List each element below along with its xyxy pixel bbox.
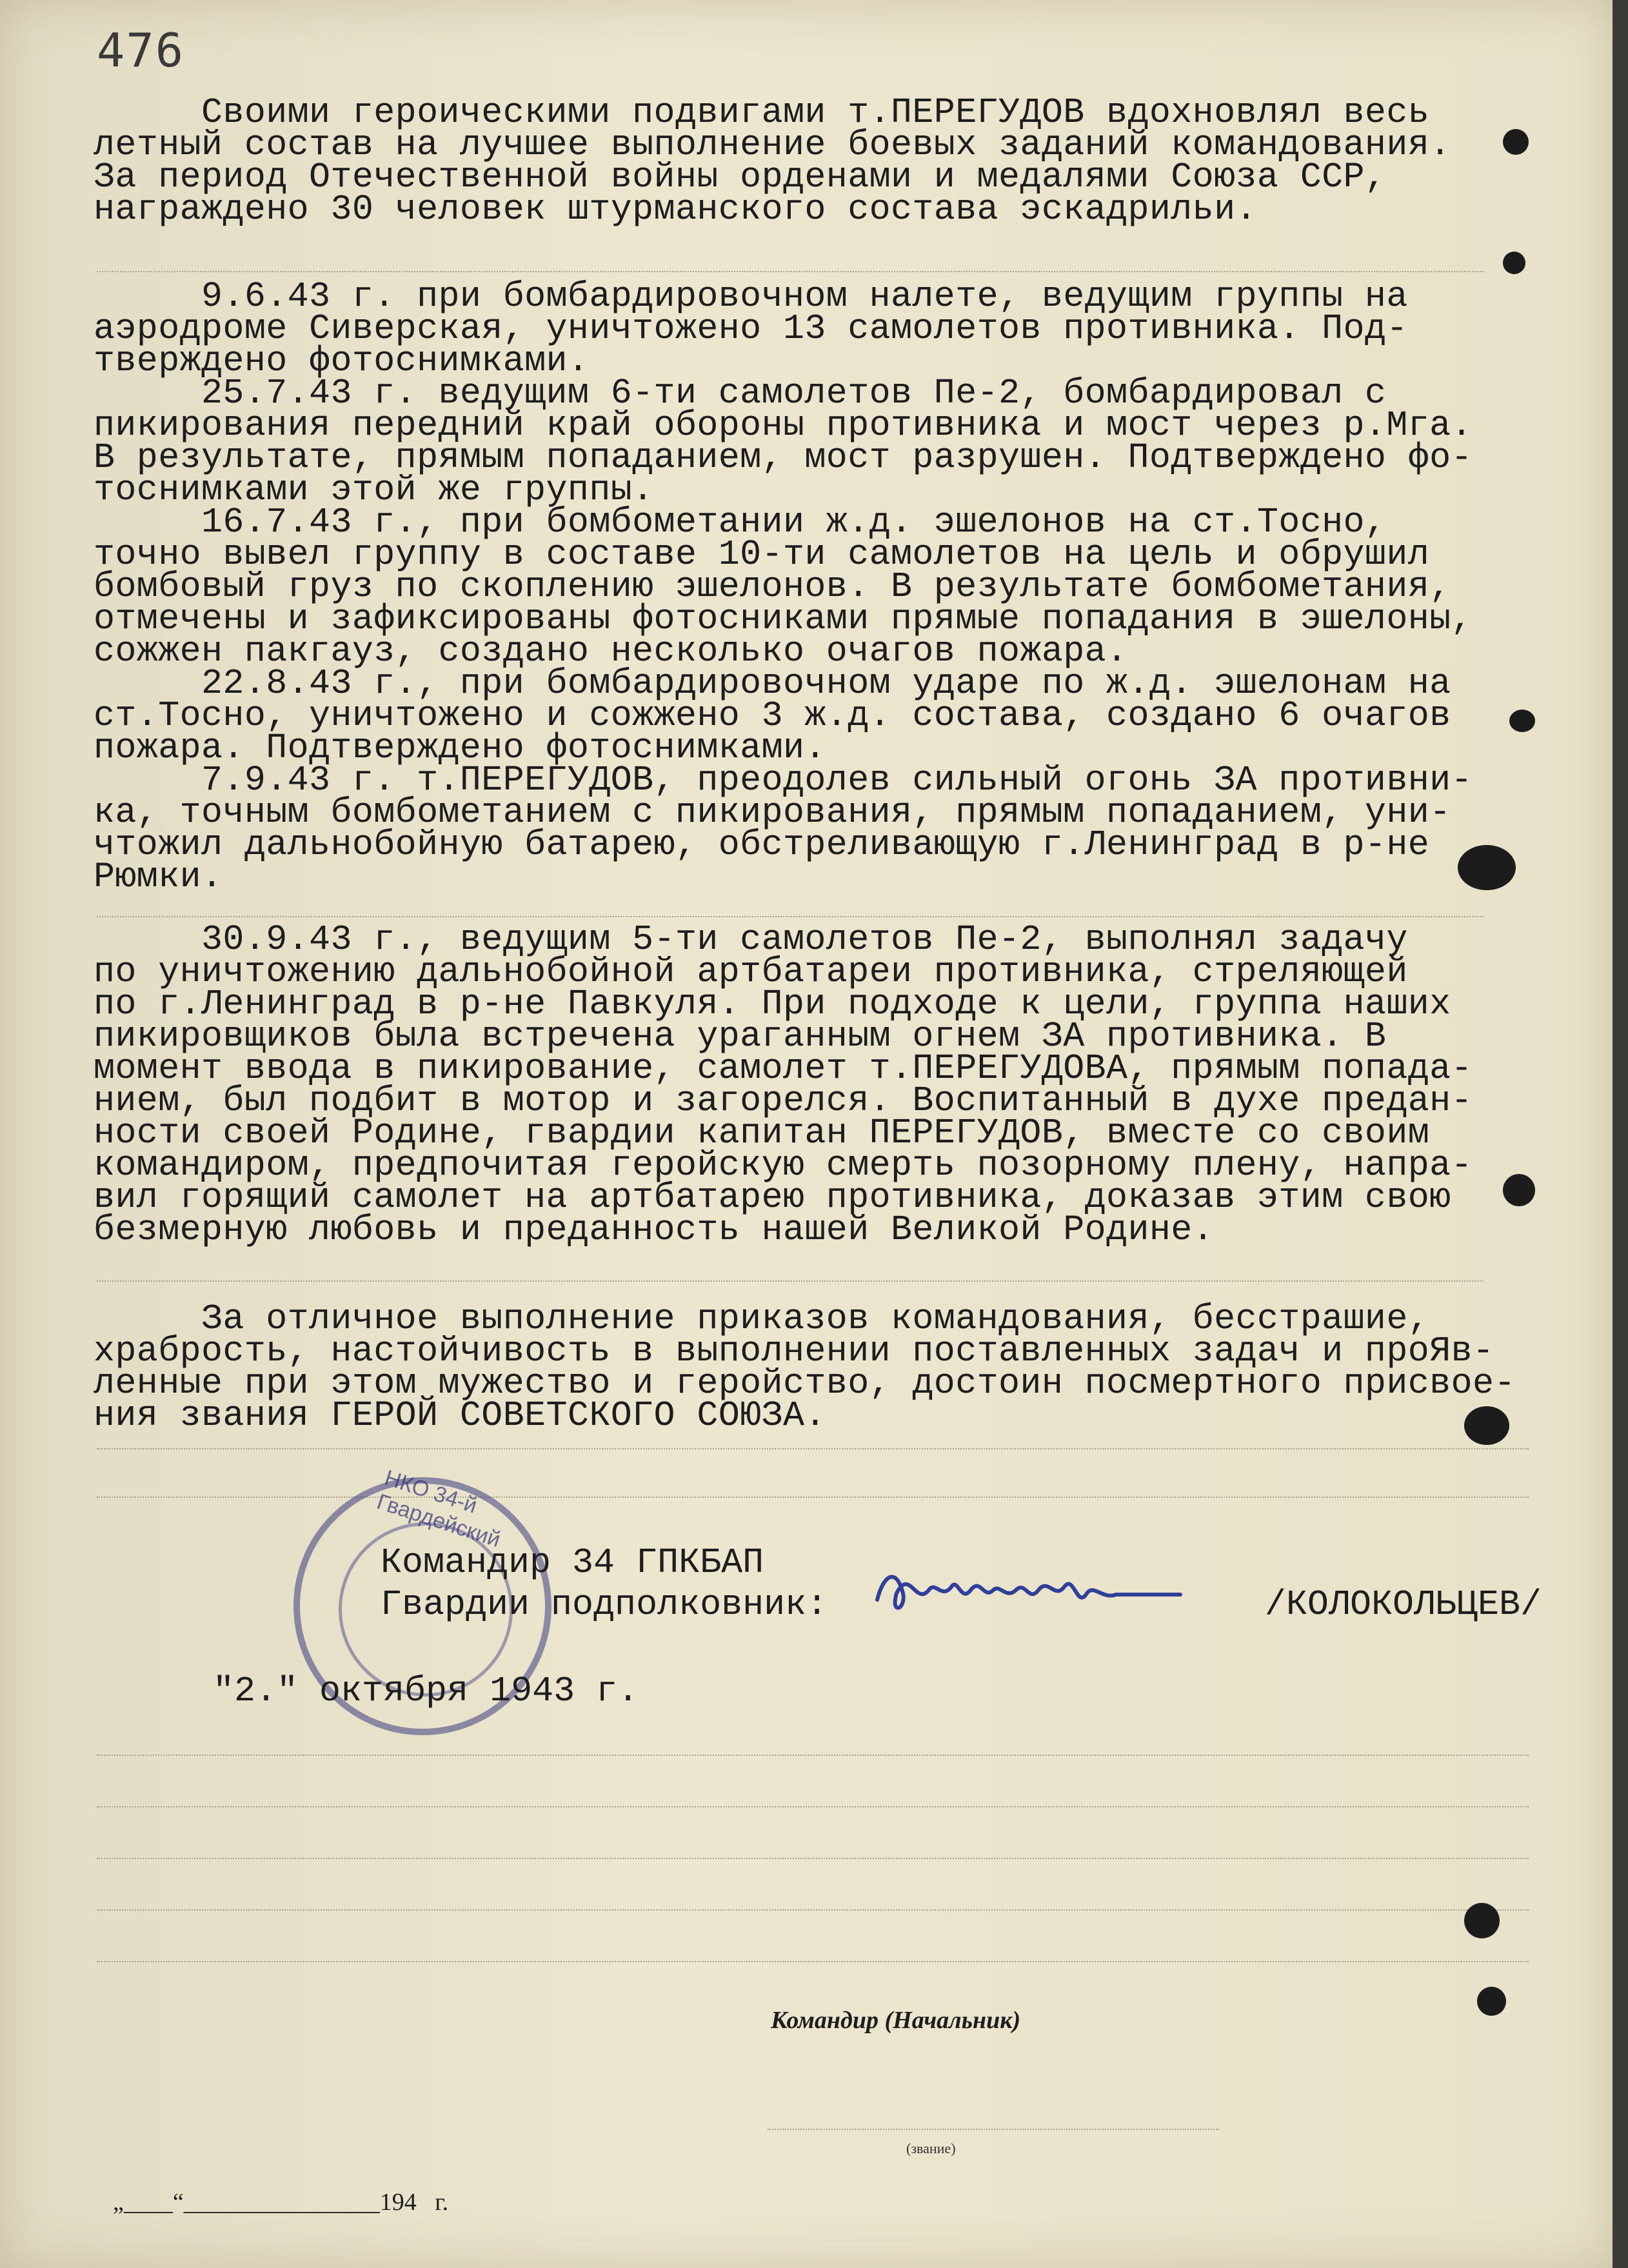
text-line: нием, был подбит в мотор и загорелся. Воспитанный в духе предан- [94,1080,1473,1121]
text-line: 9.6.43 г. при бомбардировочном налете, ведущим группы на [94,276,1408,317]
paragraph-last-sortie [94,919,1529,1250]
paragraph-exploits [94,276,1529,897]
divider [97,1280,1484,1282]
text-line: ности своей Родине, гвардии капитан ПЕРЕГУДОВ, вместе со своим [94,1113,1430,1153]
form-rank-label: (звание) [906,2140,956,2156]
text-line: За отличное выполнение приказов командования, бесстрашие, [94,1298,1430,1339]
signature-block [94,1542,1545,1625]
divider [97,1858,1529,1859]
rank-line [768,2129,1219,2130]
text-line: безмерную любовь и преданность нашей Великой Родине. [94,1209,1215,1250]
divider [97,271,1484,272]
text-line: чтожил дальнобойную батарею, обстреливающую г.Ленинград в р-не [94,824,1430,865]
divider [97,1909,1529,1911]
text-line: командиром, предпочитая геройскую смерть позорному плену, напра- [94,1145,1473,1186]
divider [97,1961,1529,1962]
stamp-text: НКО 34-й Гвардейский [373,1465,504,1553]
text-line: момент ввода в пикирование, самолет т.ПЕРЕГУДОВА, прямым попада- [94,1048,1473,1089]
text-line: отмечены и зафиксированы фотосниками прямые попадания в эшелоны, [94,599,1473,639]
text-line: 7.9.43 г. т.ПЕРЕГУДОВ, преодолев сильный огонь ЗА противни- [94,760,1473,801]
ink-blot [1503,129,1529,155]
signer-title-line2: Гвардии подполковник: [381,1584,828,1625]
divider [97,1755,1529,1756]
signer-title-line1: Командир 34 ГПКБАП [381,1542,764,1583]
form-year-line: „____“________________194 г. [113,2189,449,2216]
document-date: "2." октября 1943 г. [213,1671,639,1711]
ink-blot [1464,1903,1500,1938]
text-line: 16.7.43 г., при бомбометании ж.д. эшелонов на ст.Тосно, [94,502,1387,542]
page-number: 476 [97,23,185,77]
ink-blot [1503,1174,1535,1206]
text-line: ст.Тосно, уничтожено и сожжено 3 ж.д. состава, создано 6 очагов [94,695,1451,736]
text-line: по г.Ленинград в р-не Павкуля. При подходе к цели, группа наших [94,984,1451,1024]
text-line: ния звания ГЕРОЙ СОВЕТСКОГО СОЮЗА. [94,1395,826,1436]
text-line: пикирования передний край обороны противника и мост через р.Мга. [94,405,1473,446]
text-line: Рюмки. [94,857,223,897]
text-line: вил горящий самолет на артбатарею противника, доказав этим свою [94,1177,1451,1218]
ink-blot [1509,710,1535,732]
text-line: За период Отечественной войны орденами и медалями Союза ССР, [94,157,1387,197]
text-line: В результате, прямым попаданием, мост разрушен. Подтверждено фо- [94,437,1473,478]
divider [97,916,1484,917]
text-line: Своими героическими подвигами т.ПЕРЕГУДОВ вдохновлял весь [94,92,1430,133]
text-line: аэродроме Сиверская, уничтожено 13 самолетов противника. Под- [94,308,1408,349]
ink-blot [1464,1406,1509,1445]
divider [97,1806,1529,1807]
text-line: 22.8.43 г., при бомбардировочном ударе по ж.д. эшелонам на [94,663,1451,704]
text-line: 30.9.43 г., ведущим 5-ти самолетов Пе-2, выполнял задачу [94,919,1408,960]
text-line: ка, точным бомбометанием с пикирования, прямым попаданием, уни- [94,792,1451,833]
ink-blot [1503,252,1525,274]
text-line: ленные при этом мужество и геройство, достоин посмертного присвое- [94,1363,1516,1404]
text-line: сожжен пакгауз, создано несколько очагов пожара. [94,631,1128,671]
text-line: храбрость, настойчивость в выполнении поставленных задач и проЯв- [94,1331,1494,1371]
ink-blot [1477,1987,1506,2016]
page-edge [1613,0,1628,2268]
divider [97,1497,1529,1498]
text-line: тоснимками этой же группы. [94,470,654,510]
text-line: точно вывел группу в составе 10-ти самолетов на цель и обрушил [94,534,1430,575]
signer-name: /КОЛОКОЛЬЦЕВ/ [1264,1584,1542,1625]
text-line: пожара. Подтверждено фотоснимками. [94,728,826,768]
paragraph-intro [94,92,1529,230]
text-line: бомбовый груз по скоплению эшелонов. В результате бомбометания, [94,566,1451,607]
text-line: награждено 30 человек штурманского состава эскадрильи. [94,189,1257,230]
paragraph-conclusion [94,1298,1529,1436]
divider [97,1448,1529,1449]
text-line: пикировщиков была встречена ураганным огнем ЗА противника. В [94,1016,1387,1057]
text-line: 25.7.43 г. ведущим 6-ти самолетов Пе-2, бомбардировал с [94,373,1387,413]
handwritten-signature [871,1555,1193,1632]
text-line: летный состав на лучшее выполнение боевых заданий командования. [94,124,1451,165]
text-line: по уничтожению дальнобойной артбатареи противника, стреляющей [94,951,1408,992]
form-commander-label: Командир (Начальник) [771,2007,1021,2034]
text-line: тверждено фотоснимками. [94,341,590,381]
ink-blot [1458,845,1516,890]
